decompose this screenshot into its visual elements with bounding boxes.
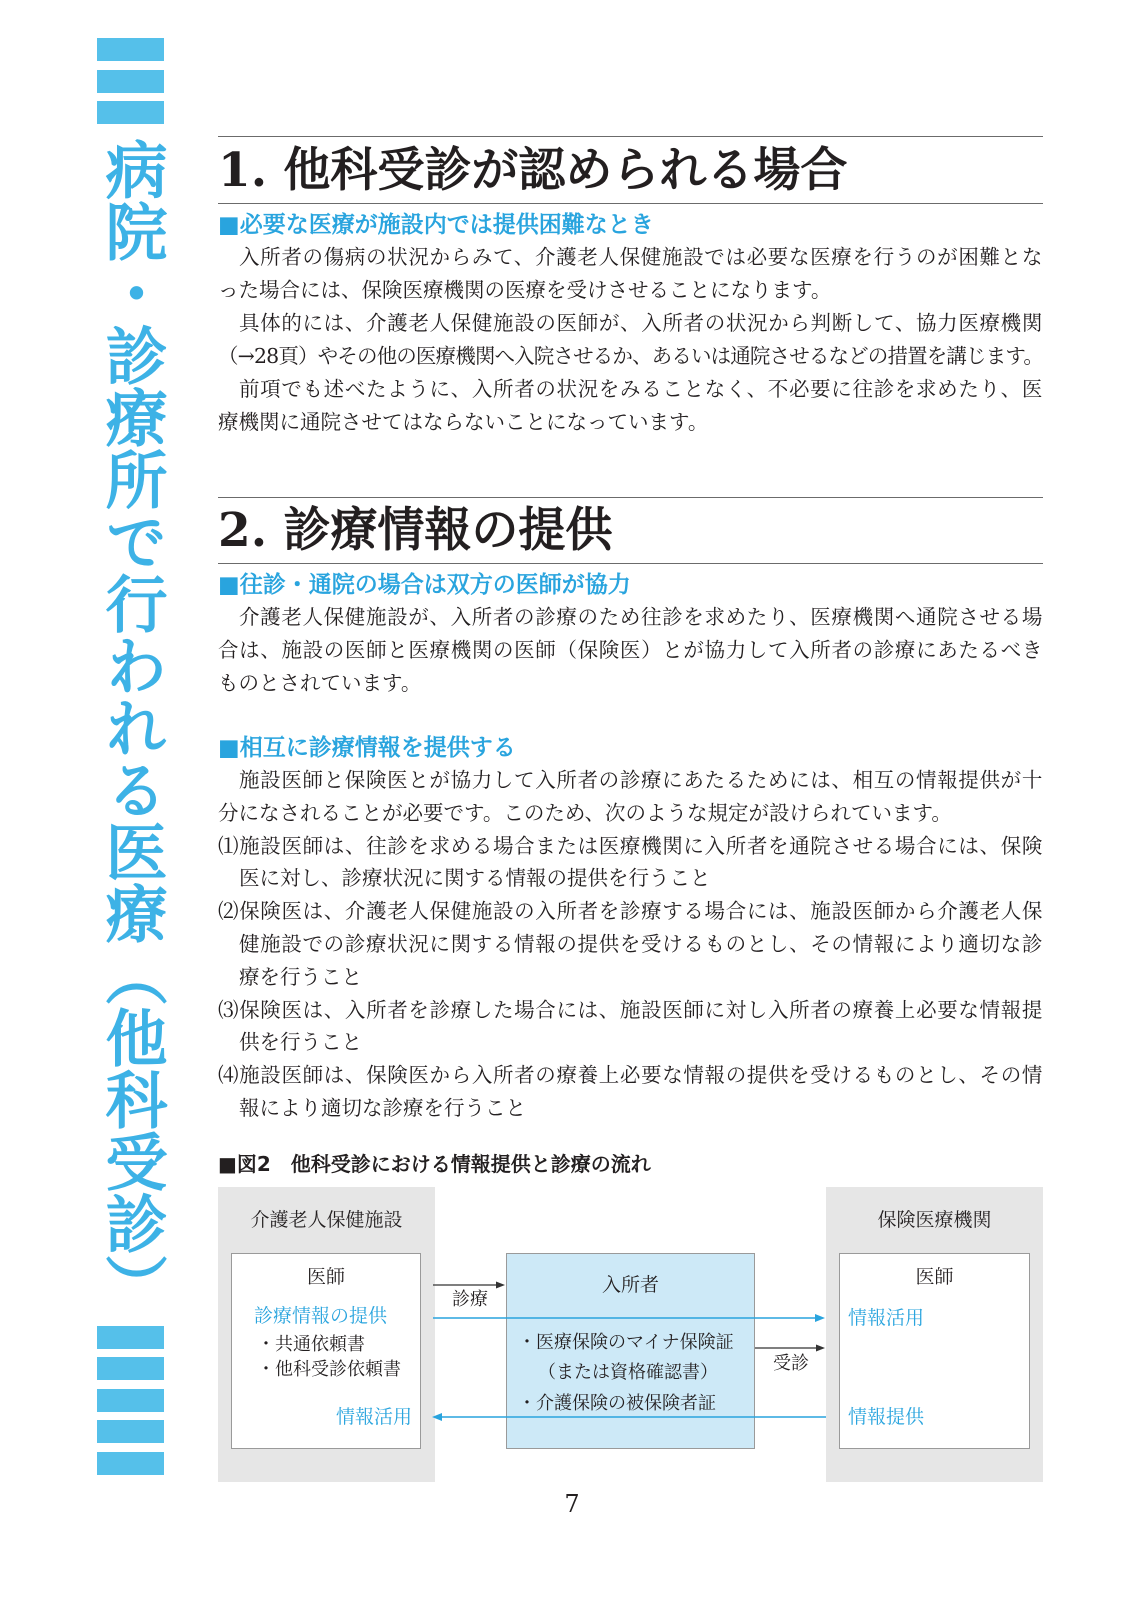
text-line: ものとされています。 — [218, 671, 422, 695]
paragraph — [218, 601, 1043, 700]
list-item-line: ⑷施設医師は、保険医から入所者の療養上必要な情報の提供を受けるものとし、その情 — [218, 1063, 1043, 1088]
paragraph — [218, 241, 1043, 439]
sidebar-stripe — [97, 101, 164, 124]
sidebar-stripe — [97, 1389, 164, 1412]
info-provide-label: 情報提供 — [848, 1406, 925, 1428]
text-line: 具体的には、介護老人保健施設の医師が、入所者の状況から判断して、協力医療機関 — [239, 311, 1043, 335]
list-item-line: 健施設での診療状況に関する情報の提供を受けるものとし、その情報により適切な診 — [239, 931, 1043, 956]
text-line: った場合には、保険医療機関の医療を受けさせることになります。 — [218, 278, 832, 302]
list-item-line: 療を行うこと — [239, 964, 362, 989]
info-use-label: 情報活用 — [848, 1307, 925, 1329]
figure-caption: ■図2 他科受診における情報提供と診療の流れ — [218, 1152, 651, 1176]
section-heading: 1. 他科受診が認められる場合 — [218, 143, 848, 198]
text-line: 入所者の傷病の状況からみて、介護老人保健施設では必要な医療を行うのが困難とな — [239, 245, 1043, 269]
subheading: ■往診・通院の場合は双方の医師が協力 — [218, 572, 631, 598]
resident-item: ・介護保険の被保険者証 — [518, 1393, 716, 1414]
sidebar-stripe — [97, 1420, 164, 1443]
doc-item: ・共通依頼書 — [257, 1334, 365, 1355]
section-heading: 2. 診療情報の提供 — [218, 503, 613, 558]
page-number: 7 — [564, 1490, 580, 1518]
sidebar-stripe — [97, 70, 164, 93]
list-item-line: ⑵保険医は、介護老人保健施設の入所者を診療する場合には、施設医師から介護老人保 — [218, 899, 1043, 924]
text-line: 分になされることが必要です。このため、次のような規定が設けられています。 — [218, 800, 952, 825]
arrow-visit — [755, 1345, 825, 1352]
text-line: 合は、施設の医師と医療機関の医師（保険医）とが協力して入所者の診療にあたるべき — [218, 638, 1043, 662]
arrow-info-provide — [433, 1314, 825, 1322]
text-line: 介護老人保健施設が、入所者の診療のため往診を求めたり、医療機関へ通院させる場 — [239, 605, 1043, 629]
chapter-title: 病院・診療所で行われる医療（他科受診） — [95, 138, 168, 1316]
text-line: （→28頁）やその他の医療機関へ入院させるか、あるいは通院させるなどの措置を講じます。 — [218, 344, 1043, 368]
list-item-line: ⑴施設医師は、往診を求める場合または医療機関に入所者を通院させる場合には、保険 — [218, 833, 1043, 858]
hospital-label: 保険医療機関 — [877, 1209, 992, 1231]
heading-rule — [218, 563, 1043, 564]
sidebar-stripe — [97, 38, 164, 61]
info-use-label: 情報活用 — [335, 1406, 412, 1428]
paragraph — [218, 764, 1043, 1125]
resident-item: （または資格確認書） — [538, 1362, 718, 1383]
list-item-line: 医に対し、診療状況に関する情報の提供を行うこと — [239, 866, 711, 891]
heading-rule — [218, 497, 1043, 498]
doc-item: ・他科受診依頼書 — [257, 1359, 401, 1380]
info-provide-label: 診療情報の提供 — [254, 1305, 388, 1327]
arrow-label-consult: 診療 — [452, 1289, 488, 1310]
sidebar-stripe — [97, 1357, 164, 1380]
text-line: 前項でも述べたように、入所者の状況をみることなく、不必要に往診を求めたり、医 — [239, 377, 1043, 401]
subheading: ■必要な医療が施設内では提供困難なとき — [218, 212, 654, 238]
resident-item: ・医療保険のマイナ保険証 — [518, 1332, 734, 1353]
hospital-doctor-label: 医師 — [915, 1266, 954, 1288]
sidebar-stripe — [97, 1326, 164, 1349]
arrow-label-visit: 受診 — [773, 1353, 809, 1374]
sidebar-stripe — [97, 1452, 164, 1475]
heading-rule — [218, 136, 1043, 137]
text-line: 療機関に通院させてはならないことになっています。 — [218, 410, 709, 434]
text-line: 施設医師と保険医とが協力して入所者の診療にあたるためには、相互の情報提供が十 — [239, 768, 1043, 792]
resident-label: 入所者 — [601, 1274, 659, 1296]
list-item-line: 報により適切な診療を行うこと — [239, 1095, 526, 1120]
subheading: ■相互に診療情報を提供する — [218, 735, 516, 761]
heading-rule — [218, 203, 1043, 204]
list-item-line: ⑶保険医は、入所者を診療した場合には、施設医師に対し入所者の療養上必要な情報提 — [218, 997, 1043, 1022]
list-item-line: 供を行うこと — [239, 1030, 362, 1055]
facility-doctor-label: 医師 — [306, 1266, 345, 1288]
facility-label: 介護老人保健施設 — [250, 1209, 403, 1231]
